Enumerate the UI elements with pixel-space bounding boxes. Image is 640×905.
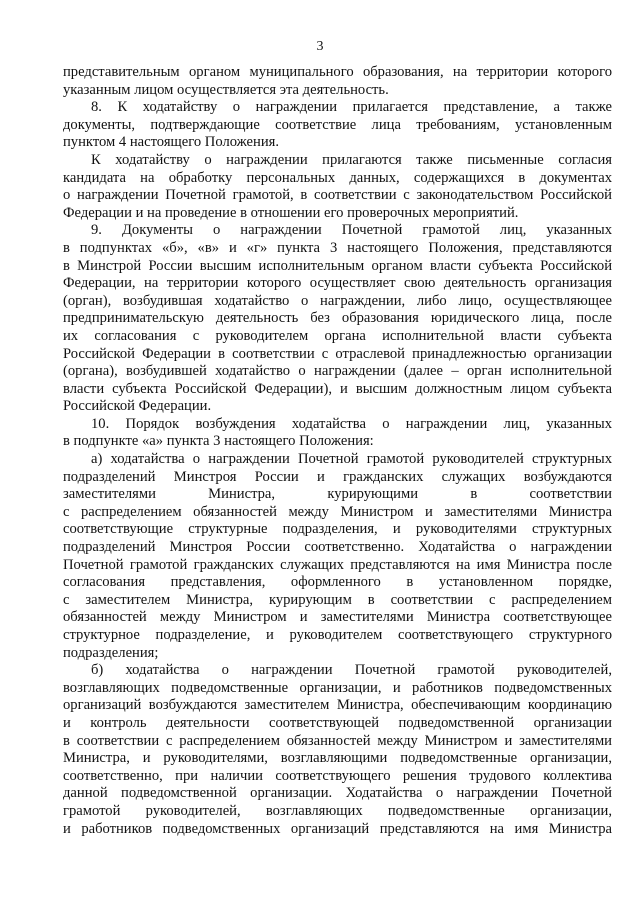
text-line: с заместителем Министра, курирующим в соответствии с распределением bbox=[63, 591, 612, 608]
body-text bbox=[63, 64, 612, 838]
text-line: 10. Порядок возбуждения ходатайства о награждении лиц, указанных bbox=[91, 415, 612, 432]
text-line: о награждении Почетной грамотой, в соответствии с законодательством Российской bbox=[63, 187, 612, 204]
text-line: грамотой руководителей, возглавляющих подведомственные организации, bbox=[63, 802, 612, 819]
text-line: предпринимательскую деятельность без образования юридического лица, после bbox=[63, 310, 612, 327]
text-line: в соответствии с распределением обязанностей между Министром и заместителями bbox=[63, 732, 612, 749]
text-line: документы, подтверждающие соответствие лица требованиям, установленным bbox=[63, 116, 612, 133]
text-line: Министра, и руководителями, возглавляющими подведомственные организации, bbox=[63, 750, 612, 767]
text-line: (органа), возбудившей ходатайство о награждении (далее – орган исполнительной bbox=[63, 363, 612, 380]
text-line: 8. К ходатайству о награждении прилагается представление, а также bbox=[91, 99, 612, 116]
text-line: подразделений Минстроя России и гражданских служащих возбуждаются bbox=[63, 468, 612, 485]
text-line: Российской Федерации в соответствии с отраслевой принадлежностью организации bbox=[63, 345, 612, 362]
text-line: и контроль деятельности соответствующей подведомственной организации bbox=[63, 714, 612, 731]
page-number: 3 bbox=[316, 39, 324, 54]
text-line: и работников подведомственных организаций представляются на имя Министра bbox=[63, 820, 612, 837]
text-line: их согласования с руководителем органа исполнительной власти субъекта bbox=[63, 327, 612, 344]
text-line: согласования представления, оформленного в установленном порядке, bbox=[63, 574, 612, 591]
text-line: в подпункте «а» пункта 3 настоящего Положения: bbox=[63, 433, 374, 450]
text-line: 9. Документы о награждении Почетной грамотой лиц, указанных bbox=[91, 222, 612, 239]
text-line: власти субъекта Российской Федерации), и высшим должностным лицом субъекта bbox=[63, 380, 612, 397]
text-line: Российской Федерации. bbox=[63, 398, 212, 415]
text-line: подразделения; bbox=[63, 644, 159, 661]
text-line: пунктом 4 настоящего Положения. bbox=[63, 134, 280, 151]
text-line: (орган), возбудившая ходатайство о награждении, либо лицо, осуществляющее bbox=[63, 292, 612, 309]
text-line: подразделений Минстроя России соответственно. Ходатайства о награждении bbox=[63, 539, 612, 556]
text-line: Федерации и на проведение в отношении его проверочных мероприятий. bbox=[63, 204, 519, 221]
text-line: заместителями Министра, курирующими в соответствии bbox=[63, 486, 612, 503]
text-line: указанным лицом осуществляется эта деятельность. bbox=[63, 81, 389, 98]
text-line: Федерации, на территории которого осуществляет свою деятельность организация bbox=[63, 275, 612, 292]
text-line: Почетной грамотой гражданских служащих представляются на имя Министра после bbox=[63, 556, 612, 573]
text-line: К ходатайству о награждении прилагаются также письменные согласия bbox=[91, 151, 612, 168]
text-line: в подпунктах «б», «в» и «г» пункта 3 настоящего Положения, представляются bbox=[63, 239, 612, 256]
text-line: соответственно, при наличии соответствующего решения трудового коллектива bbox=[63, 767, 612, 784]
text-line: обязанностей между Министром и заместителями Министра соответствующее bbox=[63, 609, 612, 626]
text-line: представительным органом муниципального образования, на территории которого bbox=[63, 64, 612, 80]
text-line: а) ходатайства о награждении Почетной грамотой руководителей структурных bbox=[91, 451, 612, 468]
text-line: с распределением обязанностей между Министром и заместителями Министра bbox=[63, 503, 612, 520]
text-line: данной подведомственной организации. Ходатайства о награждении Почетной bbox=[63, 785, 612, 802]
text-line: кандидата на обработку персональных данных, содержащихся в документах bbox=[63, 169, 612, 186]
text-line: соответствующие структурные подразделения, и руководителями структурных bbox=[63, 521, 612, 538]
text-line: в Минстрой России высшим исполнительным органом власти субъекта Российской bbox=[63, 257, 612, 274]
text-line: структурное подразделение, и руководителем соответствующего структурного bbox=[63, 627, 612, 643]
text-line: возглавляющих подведомственные организации, и работников подведомственных bbox=[63, 679, 612, 696]
text-line: организаций возбуждаются заместителем Министра, обеспечивающим координацию bbox=[63, 697, 612, 714]
text-line: б) ходатайства о награждении Почетной грамотой руководителей, bbox=[91, 662, 612, 679]
